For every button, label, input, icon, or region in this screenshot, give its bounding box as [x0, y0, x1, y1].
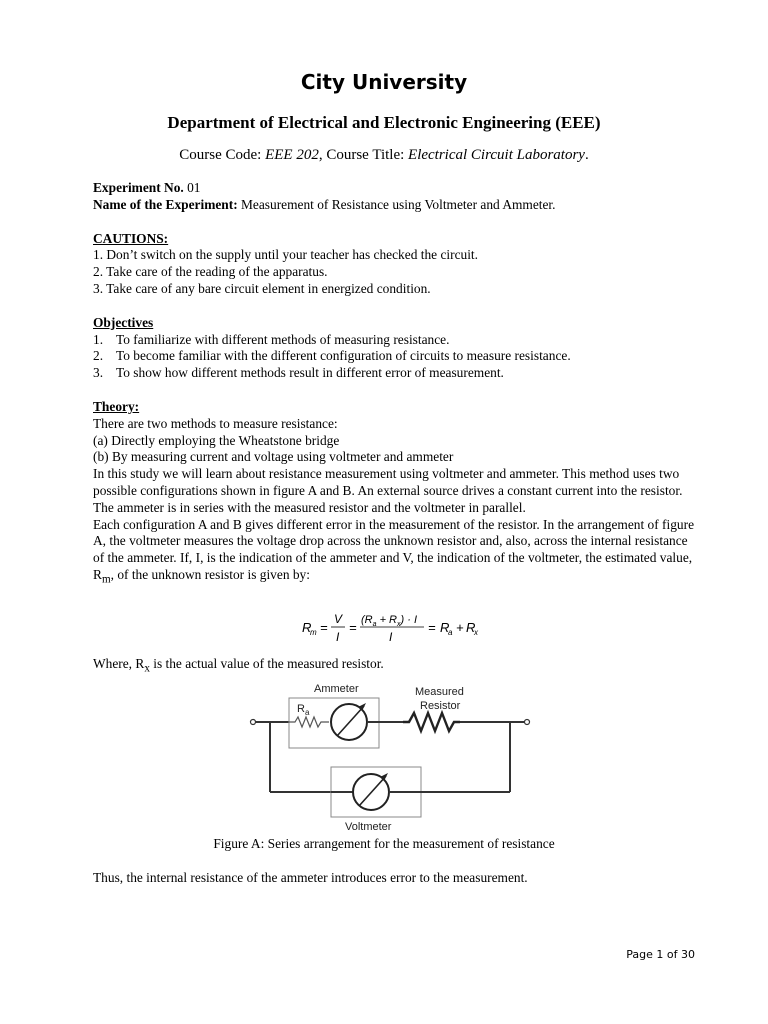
- objective-item: 2. To become familiar with the different configuration of circuits to measure resistance.: [93, 348, 571, 364]
- page-number: Page 1 of 30: [626, 948, 695, 961]
- svg-text:a: a: [448, 628, 453, 637]
- svg-text:x: x: [474, 628, 478, 637]
- caution-item: 2. Take care of the reading of the apparatus.: [93, 264, 328, 280]
- theory-line: (b) By measuring current and voltage using voltmeter and ammeter: [93, 449, 454, 465]
- svg-text:=: =: [428, 620, 436, 635]
- svg-text:R: R: [466, 620, 476, 635]
- theory-line: There are two methods to measure resistance:: [93, 415, 338, 431]
- theory-heading: Theory:: [93, 398, 140, 414]
- experiment-no: [93, 180, 698, 197]
- svg-text:I: I: [389, 630, 393, 644]
- experiment-no-label: Experiment No.: [93, 180, 184, 195]
- svg-text:I: I: [336, 630, 340, 644]
- figure-caption: Figure A: Series arrangement for the measurement of resistance: [213, 836, 555, 851]
- course-end: .: [584, 147, 589, 163]
- department-title: Department of Electrical and Electronic Engineering (EEE): [167, 113, 601, 132]
- svg-text:Voltmeter: Voltmeter: [345, 821, 392, 833]
- svg-text:Ammeter: Ammeter: [314, 683, 359, 695]
- experiment-name-value: Measurement of Resistance using Voltmeter and Ammeter.: [237, 196, 556, 212]
- figure-a-circuit: [245, 680, 535, 835]
- course-title-label: , Course Title:: [318, 147, 409, 163]
- course-code: EEE 202: [265, 147, 319, 163]
- course-line: [0, 147, 768, 164]
- svg-text:Resistor: Resistor: [420, 700, 461, 712]
- measured-resistor-icon: [403, 713, 460, 731]
- experiment-no-value: 01: [183, 180, 201, 195]
- theory-paragraph: Each configuration A and B gives different error in the measurement of the resistor. In the arrangement of figure A, the voltmeter measures the voltage drop across the unknown resistor and, also, across the internal resistance of the ammeter. If, I, is the indication of the ammeter and V, the indication of the voltmeter, the estimated value, $R_m$, of the unknown resistor is given by:: [93, 516, 695, 586]
- svg-text:+: +: [456, 620, 464, 635]
- cautions-heading: CAUTIONS:: [93, 230, 169, 246]
- theory-line: (a) Directly employing the Wheatstone bridge: [93, 432, 340, 448]
- course-title: Electrical Circuit Laboratory: [408, 147, 585, 163]
- svg-text:Measured: Measured: [415, 686, 464, 698]
- svg-text:=: =: [349, 620, 357, 635]
- theory-paragraph: In this study we will learn about resistance measurement using voltmeter and ammeter. This method uses two possible configurations shown in figure A and B. An external source drives a constant current into the resistor. The ammeter is in series with the measured resistor and the voltmeter in parallel.: [93, 466, 683, 515]
- svg-text:V: V: [334, 612, 343, 626]
- svg-text:Ra: $R_a$: [297, 703, 310, 717]
- caution-item: 1. Don’t switch on the supply until your teacher has checked the circuit.: [93, 247, 479, 263]
- course-code-label: Course Code:: [179, 147, 266, 163]
- svg-text:m: m: [310, 628, 317, 637]
- closing-sentence: Thus, the internal resistance of the ammeter introduces error to the measurement.: [93, 870, 528, 885]
- objective-item: 3. To show how different methods result in different error of measurement.: [93, 365, 504, 381]
- experiment-name-label: Name of the Experiment:: [93, 196, 238, 212]
- experiment-block: [93, 180, 698, 588]
- resistance-formula: [300, 611, 490, 645]
- objectives-heading: Objectives: [93, 314, 154, 330]
- where-line: Where, $R_x$ is the actual value of the measured resistor.: [93, 656, 384, 675]
- svg-text:(Ra + Rx) · I: $(R_a + R_x) \cdot I$: [361, 614, 417, 628]
- caution-item: 3. Take care of any bare circuit element in energized condition.: [93, 280, 431, 296]
- experiment-name: [93, 197, 698, 214]
- svg-text:R: R: [440, 620, 450, 635]
- svg-text:R: R: [302, 620, 312, 635]
- objective-item: 1. To familiarize with different methods of measuring resistance.: [93, 331, 450, 347]
- svg-text:=: =: [320, 620, 328, 635]
- university-title: City University: [300, 70, 468, 94]
